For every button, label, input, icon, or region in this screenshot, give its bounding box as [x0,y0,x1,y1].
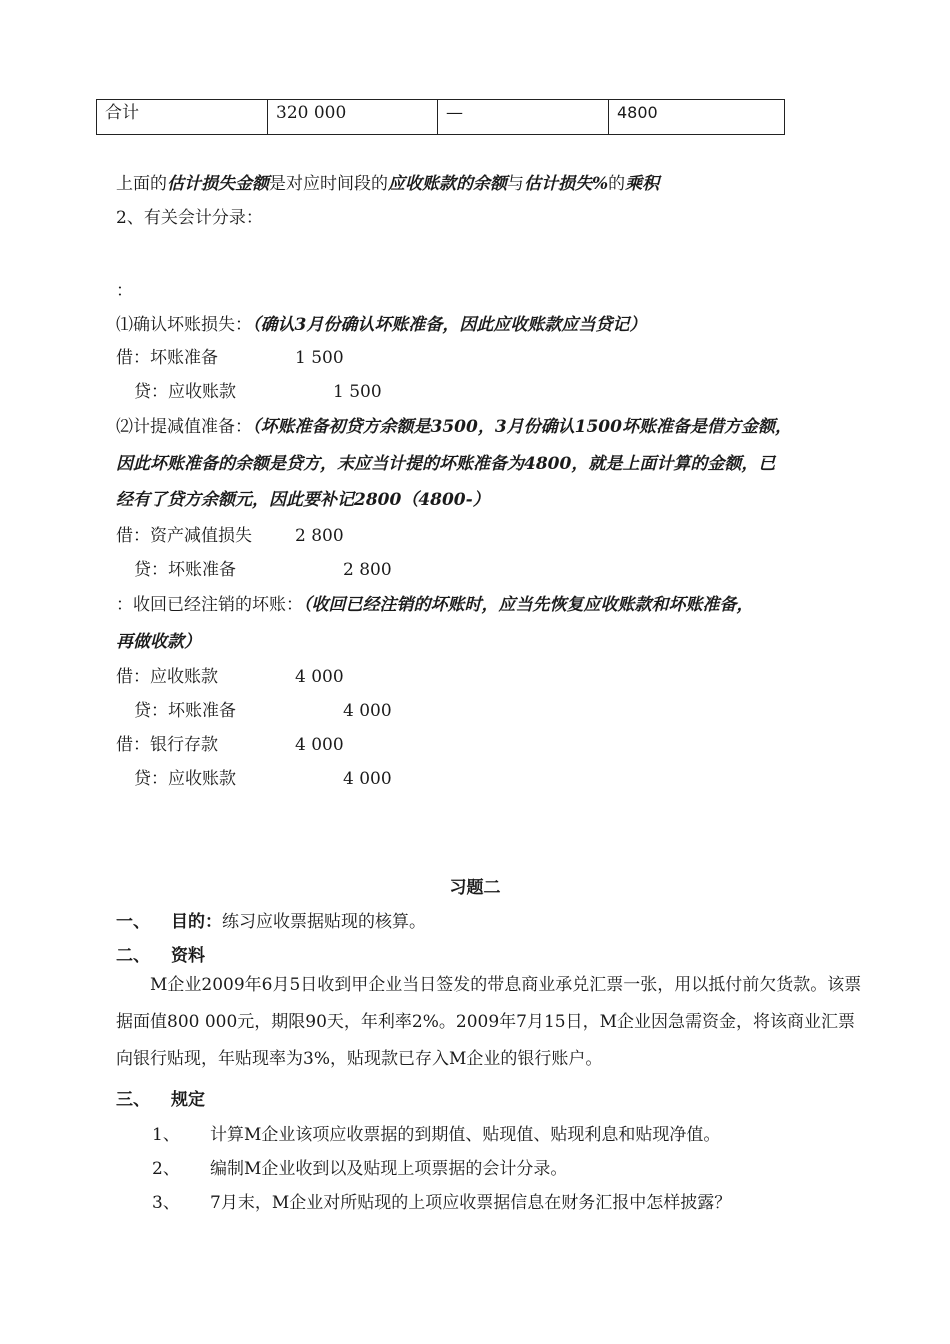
entry-3-heading [116,593,754,617]
credit-amount: 4 000 [343,701,392,721]
credit-amount: 4 000 [343,769,392,789]
credit-amount: 1 500 [333,382,382,402]
note-emphasis: 估计损失金额 [167,174,269,194]
debit-amount: 4 000 [295,735,344,755]
entry-2-heading [116,415,792,439]
section-number: 二、 [116,946,150,966]
section-label: 规定 [171,1090,205,1110]
debit-line: 借：应收账款 [116,667,218,687]
entry-note: （坏账准备初贷方余额是3500，3月份确认1500坏账准备是借方金额， [252,417,792,437]
colon-line: ： [116,281,133,301]
entry-1-heading [116,313,646,337]
section-label: 资料 [171,946,205,966]
note-text: 上面的 [116,174,167,194]
rule-text: 编制M企业收到以及贴现上项票据的会计分录。 [210,1159,568,1179]
entry-label: ⑴确认坏账损失： [116,315,252,335]
section-number: 一、 [116,912,150,932]
debit-amount: 4 000 [295,667,344,687]
debit-amount: 1 500 [295,348,344,368]
entry-label: ：收回已经注销的坏账： [116,595,303,615]
section-label: 目的： [171,912,222,932]
table-row [97,100,785,135]
note-text: 是对应时间段的 [269,174,388,194]
summary-table [96,99,785,135]
rule-number: 1、 [152,1125,180,1145]
debit-line: 借：银行存款 [116,735,218,755]
debit-line: 借：坏账准备 [116,348,218,368]
credit-line: 贷：应收账款 [134,769,236,789]
table-cell: 合计 [97,100,268,135]
entry-note: （收回已经注销的坏账时，应当先恢复应收账款和坏账准备， [303,595,754,615]
debit-line: 借：资产减值损失 [116,526,252,546]
table-cell: — [438,100,609,135]
note-emphasis: 应收账款的余额 [388,174,507,194]
entry-label: ⑵计提减值准备： [116,417,252,437]
entry-note-line: 再做收款） [116,632,201,652]
table-cell: 320 000 [268,100,438,135]
rule-text: 计算M企业该项应收票据的到期值、贴现值、贴现利息和贴现净值。 [210,1125,721,1145]
credit-line: 贷：坏账准备 [134,560,236,580]
credit-amount: 2 800 [343,560,392,580]
rule-number: 2、 [152,1159,180,1179]
section-number: 三、 [116,1090,150,1110]
section-heading [171,907,426,932]
material-paragraph: M企业2009年6月5日收到甲企业当日签发的带息商业承兑汇票一张，用以抵付前欠货款。该票据面值800 000元，期限90天，年利率2%。2009年7月15日，M企业因急需资金，将该商业汇票向银行贴现，年贴现率为3%，贴现款已存入M企业的银行账户。 [116,975,862,1069]
rule-text: 7月末，M企业对所贴现的上项应收票据信息在财务汇报中怎样披露？ [210,1193,732,1213]
exercise-title: 习题二 [449,878,501,898]
entry-note: （确认3月份确认坏账准备，因此应收账款应当贷记） [252,315,647,335]
table-cell: 4800 [609,100,785,135]
credit-line: 贷：坏账准备 [134,701,236,721]
entry-note-line: 经有了贷方余额元，因此要补记2800（4800-） [116,490,490,510]
rule-number: 3、 [152,1193,180,1213]
note-text: 的 [608,174,626,194]
entries-heading: 2、有关会计分录： [116,208,263,228]
section-text: 练习应收票据贴现的核算。 [222,912,426,932]
debit-amount: 2 800 [295,526,344,546]
note-emphasis: 估计损失% [524,174,609,194]
entry-note-line: 因此坏账准备的余额是贷方，末应当计提的坏账准备为4800，就是上面计算的金额，已 [116,454,776,474]
note-text: 与 [507,174,524,194]
credit-line: 贷：应收账款 [134,382,236,402]
note-line [116,172,659,196]
note-emphasis: 乘积 [625,174,660,194]
